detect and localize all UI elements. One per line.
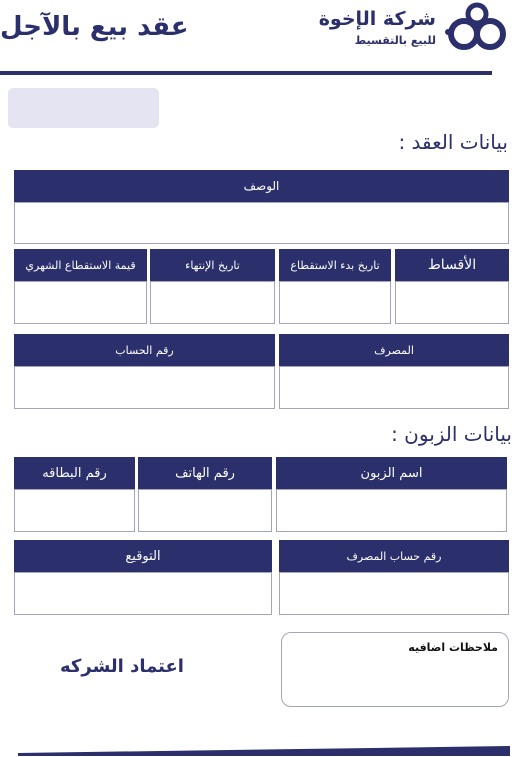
company-header [319,10,436,46]
signature-field[interactable] [14,572,272,615]
end-date-field[interactable] [150,281,275,324]
customer-section-title: بيانات الزبون : [391,422,512,446]
document-title: عقد بيع بالآجل [0,12,189,42]
installments-header: الأقساط [395,249,509,281]
account-number-header: رقم الحساب [14,334,275,366]
description-header: الوصف [14,170,509,202]
contract-number-field[interactable] [8,88,159,128]
phone-header: رقم الهاتف [138,457,272,489]
company-approval-label: اعتماد الشركه [60,656,184,677]
end-date-header: تاريخ الإنتهاء [150,249,275,281]
account-number-field[interactable] [14,366,275,409]
notes-box[interactable] [281,632,509,707]
description-field[interactable] [14,202,509,244]
customer-name-field[interactable] [276,489,507,532]
bank-account-field[interactable] [279,572,509,615]
notes-label: ملاحظات اضافيه [408,641,498,654]
deduction-start-header: تاريخ بدء الاستقطاع [279,249,391,281]
monthly-deduction-header: قيمة الاستقطاع الشهري [14,249,147,281]
contract-section-title: بيانات العقد : [398,130,508,154]
signature-header: التوقيع [14,540,272,572]
deduction-start-field[interactable] [279,281,391,324]
installments-field[interactable] [395,281,509,324]
card-number-field[interactable] [14,489,135,532]
monthly-deduction-field[interactable] [14,281,147,324]
bank-field[interactable] [279,366,509,409]
card-number-header: رقم البطاقه [14,457,135,489]
company-tagline: للبيع بالتقسيط [354,34,436,47]
footer-bar [18,746,510,756]
company-name: شركة الإخوة [318,8,436,30]
customer-name-header: اسم الزبون [276,457,507,489]
bank-account-header: رقم حساب المصرف [279,540,509,572]
company-logo-icon [442,2,512,54]
header-divider [0,71,492,75]
phone-field[interactable] [138,489,272,532]
bank-header: المصرف [279,334,509,366]
